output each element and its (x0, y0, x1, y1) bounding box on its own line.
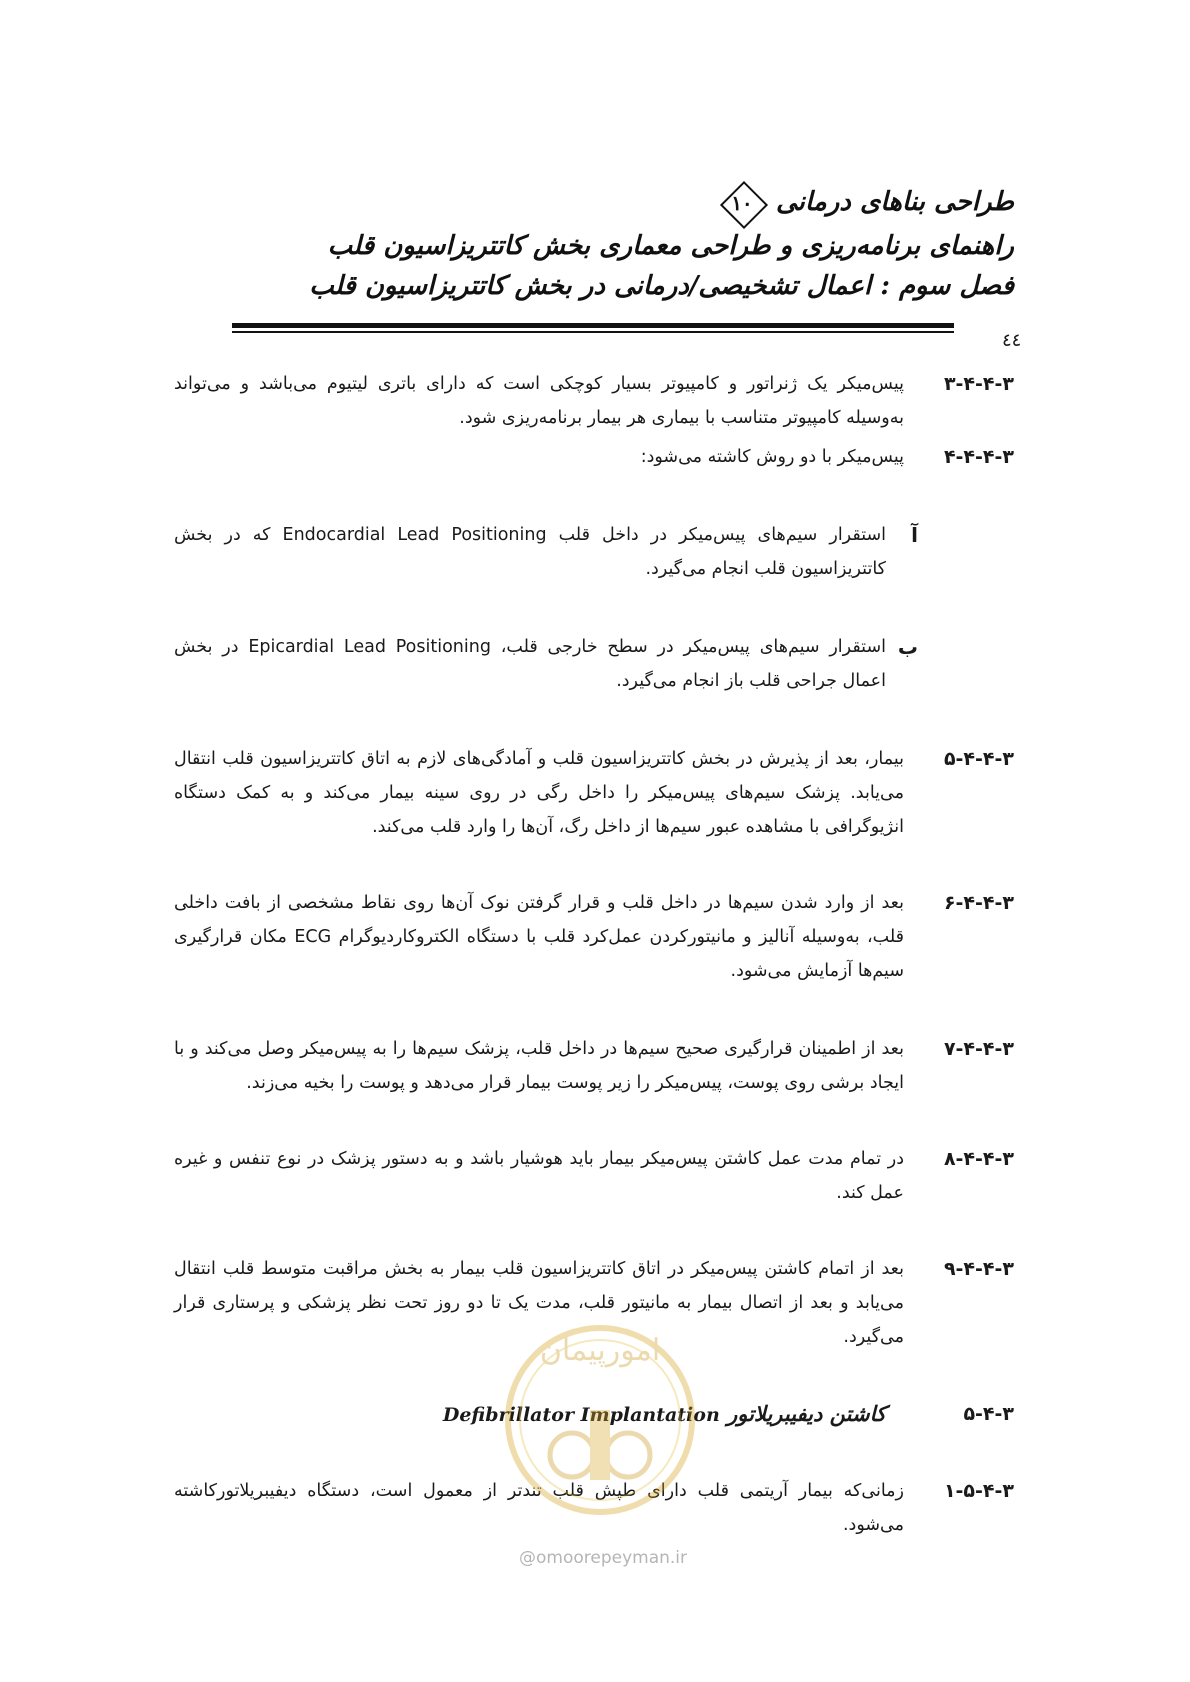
list-item (174, 1142, 1014, 1210)
item-text: پیس‌میکر یک ژنراتور و کامپیوتر بسیار کوچکی است که دارای باتری لیتیوم می‌باشد و می‌تواند به‌وسیله کامپیوتر متناسب با بیماری هر بیمار برنامه‌ریزی شود. (174, 374, 904, 428)
list-item (174, 742, 1014, 844)
item-text: زمانی‌که بیمار آریتمی قلب دارای طپش قلب تندتر از معمول است، دستگاه دیفیبریلاتورکاشته می‌شود. (174, 1481, 904, 1535)
item-text: پیس‌میکر با دو روش کاشته می‌شود: (640, 447, 904, 467)
sub-item (174, 518, 1014, 586)
item-number: ۵-۴-۴-۳ (943, 748, 1014, 770)
section-number: ۵-۴-۳ (963, 1403, 1014, 1425)
list-item (174, 440, 1014, 474)
watermark-logo-text: امورپیمان (539, 1333, 661, 1368)
volume-number-badge (719, 180, 765, 226)
page-number: ٤٤ (1002, 330, 1022, 351)
header-rule-thick (232, 323, 954, 328)
running-header (194, 180, 1014, 306)
watermark-site: @omoorepeyman.ir (518, 1548, 688, 1568)
header-line-3: فصل سوم : اعمال تشخیصی/درمانی در بخش کاتتریزاسیون قلب (309, 271, 1014, 301)
list-item (174, 1032, 1014, 1100)
header-rule-thin (232, 331, 954, 333)
item-number: ۸-۴-۴-۳ (943, 1148, 1014, 1170)
sub-item-text: استقرار سیم‌های پیس‌میکر در داخل قلب Endocardial Lead Positioning که در بخش کاتتریزاسیون قلب انجام می‌گیرد. (174, 525, 886, 579)
header-line-1 (194, 180, 1014, 226)
item-number: ۶-۴-۴-۳ (943, 892, 1014, 914)
item-number: ۱-۵-۴-۳ (943, 1480, 1014, 1502)
volume-number: ۱۰ (731, 191, 753, 215)
item-number: ۹-۴-۴-۳ (943, 1258, 1014, 1280)
item-number: ۳-۴-۴-۳ (943, 373, 1014, 395)
sub-item-label: آ (911, 523, 918, 547)
list-item (174, 886, 1014, 988)
list-item (174, 367, 1014, 435)
sub-item-text: استقرار سیم‌های پیس‌میکر در سطح خارجی قلب، Epicardial Lead Positioning در بخش اعمال جراحی قلب باز انجام می‌گیرد. (174, 637, 886, 691)
section-title (443, 1394, 886, 1435)
item-text: بیمار، بعد از پذیرش در بخش کاتتریزاسیون قلب و آمادگی‌های لازم به اتاق کاتتریزاسیون قلب انتقال می‌یابد. پزشک سیم‌های پیس‌میکر را داخل رگی در روی سینه بیمار می‌کند و به کمک دستگاه انژیوگرافی با مشاهده عبور سیم‌ها از داخل رگ، آن‌ها را وارد قلب می‌کند. (174, 749, 904, 837)
item-text: در تمام مدت عمل کاشتن پیس‌میکر بیمار باید هوشیار باشد و به دستور پزشک در نوع تنفس و غیره عمل کند. (174, 1149, 904, 1203)
item-text: بعد از اتمام کاشتن پیس‌میکر در اتاق کاتتریزاسیون قلب بیمار به بخش مراقبت متوسط قلب انتقال می‌یابد و بعد از اتصال بیمار به مانیتور قلب، مدت یک تا دو روز تحت نظر پزشکی و پرستاری قرار می‌گیرد. (174, 1259, 904, 1347)
item-number: ۴-۴-۴-۳ (943, 446, 1014, 468)
section-title-english: Defibrillator Implantation (442, 1404, 720, 1426)
header-line-2: راهنمای برنامه‌ریزی و طراحی معماری بخش کاتتریزاسیون قلب (327, 231, 1014, 261)
item-number: ۷-۴-۴-۳ (943, 1038, 1014, 1060)
header-series-title: طراحی بناهای درمانی (776, 187, 1014, 217)
item-text: بعد از اطمینان قرارگیری صحیح سیم‌ها در داخل قلب، پزشک سیم‌ها را به پیس‌میکر وصل می‌کند و با ایجاد برشی روی پوست، پیس‌میکر را زیر پوست بیمار قرار می‌دهد و پوست را بخیه می‌زند. (174, 1039, 904, 1093)
list-item (174, 1252, 1014, 1354)
list-item (174, 1474, 1014, 1542)
sub-item-label: ب (897, 635, 918, 659)
section-title-persian: کاشتن دیفیبریلاتور (727, 1401, 886, 1426)
item-text: بعد از وارد شدن سیم‌ها در داخل قلب و قرار گرفتن نوک آن‌ها روی نقاط مشخصی از بافت داخلی قلب، به‌وسیله آنالیز و مانیتورکردن عمل‌کرد قلب با دستگاه الکتروکاردیوگرام ECG مکان قرارگیری سیم‌ها آزمایش می‌شود. (174, 893, 904, 981)
section-heading (174, 1394, 1014, 1434)
sub-item (174, 630, 1014, 698)
